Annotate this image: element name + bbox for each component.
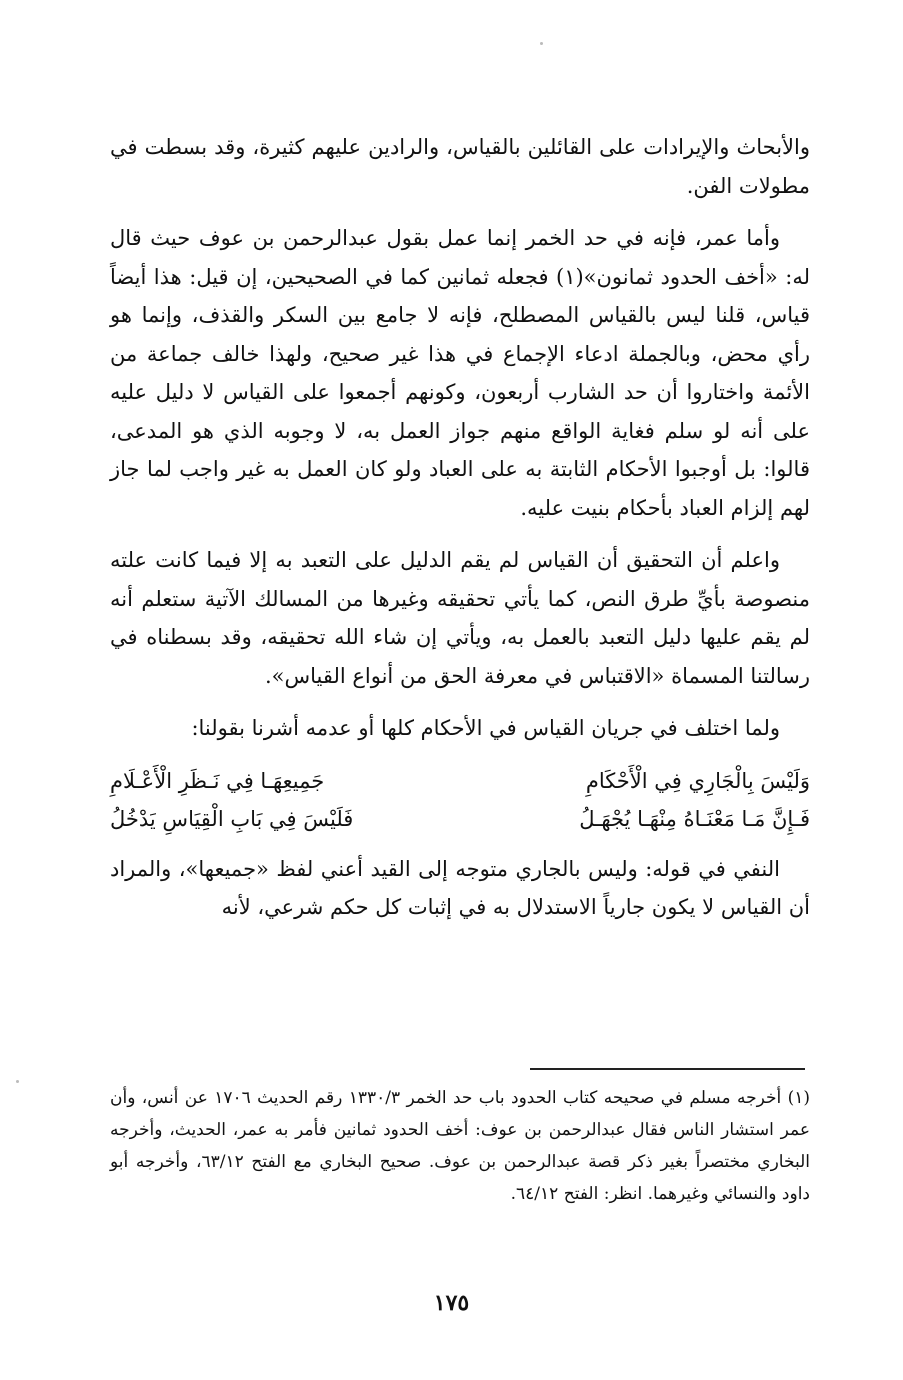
closing-paragraph: النفي في قوله: وليس بالجاري متوجه إلى القيد أعني لفظ «جميعها»، والمراد أن القياس لا يكون جارياً الاستدلال به في إثبات كل حكم شرعي، لأنه	[110, 856, 810, 919]
verse-line-1-first-hemistich: وَلَيْسَ بِالْجَارِي فِي الْأَحْكَامِ	[585, 768, 810, 793]
verse-line-2-first-hemistich: فَـإِنَّ مَـا مَعْنَـاهُ مِنْهَـا يُجْهَـلُ	[579, 806, 810, 831]
paper-speck	[540, 42, 543, 45]
paragraph-2: وأما عمر، فإنه في حد الخمر إنما عمل بقول عبدالرحمن بن عوف حيث قال له: «أخف الحدود ثمانون»(١) فجعله ثمانين كما في الصحيحين، إن قيل: هذا أيضاً قياس، قلنا ليس بالقياس المصطلح، فإنه لا جامع بين السكر والقذف، وإنما هو رأي محض، وبالجملة ادعاء الإجماع في هذا غير صحيح، ولهذا خالف جماعة من الأئمة واختاروا أن حد الشارب أربعون، وكونهم أجمعوا على القياس لا دليل عليه على أنه لو سلم فغاية الواقع منهم جواز العمل به، لا وجوبه الذي هو المدعى، قالوا: بل أوجبوا الأحكام الثابتة به على العباد ولو كان العمل به غير واجب لما جاز لهم إلزام العباد بأحكام بنيت عليه.	[110, 226, 810, 520]
page-body	[110, 128, 810, 941]
footnote-1: (١) أخرجه مسلم في صحيحه كتاب الحدود باب حد الخمر ١٣٣٠/٣ رقم الحديث ١٧٠٦ عن أنس، وأن عمر استشار الناس فقال عبدالرحمن بن عوف: أخف الحدود ثمانين فأمر به عمر، الحديث، وأخرجه البخاري مختصراً بغير ذكر قصة عبدالرحمن بن عوف. صحيح البخاري مع الفتح ٦٣/١٢، وأخرجه أبو داود والنسائي وغيرهما. انظر: الفتح ٦٤/١٢.	[110, 1088, 810, 1204]
verse-block	[110, 762, 810, 838]
verse-line-1-second-hemistich: جَمِيعِهَـا فِي نَـظَرِ الْأَعْـلَامِ	[110, 768, 325, 793]
footnote-separator	[530, 1068, 805, 1070]
verse-line-1	[110, 762, 810, 800]
verse-line-2	[110, 800, 810, 838]
paragraph-3: واعلم أن التحقيق أن القياس لم يقم الدليل على التعبد به إلا فيما كانت علته منصوصة بأيِّ طرق النص، كما يأتي تحقيقه وغيرها من المسالك الآتية ستعلم أنه لم يقم عليها دليل التعبد بالعمل به، ويأتي إن شاء الله تحقيقه، وقد بسطناه في رسالتنا المسماة «الاقتباس في معرفة الحق من أنواع القياس».	[110, 548, 810, 688]
paper-speck	[16, 1080, 19, 1083]
paragraph-1: والأبحاث والإيرادات على القائلين بالقياس، والرادين عليهم كثيرة، وقد بسطت في مطولات الفن.	[110, 135, 810, 198]
verse-line-2-second-hemistich: فَلَيْسَ فِي بَابِ الْقِيَاسِ يَدْخُلُ	[110, 806, 354, 831]
paragraph-4: ولما اختلف في جريان القياس في الأحكام كلها أو عدمه أشرنا بقولنا:	[191, 716, 780, 740]
page-number: ١٧٥	[433, 1290, 470, 1316]
